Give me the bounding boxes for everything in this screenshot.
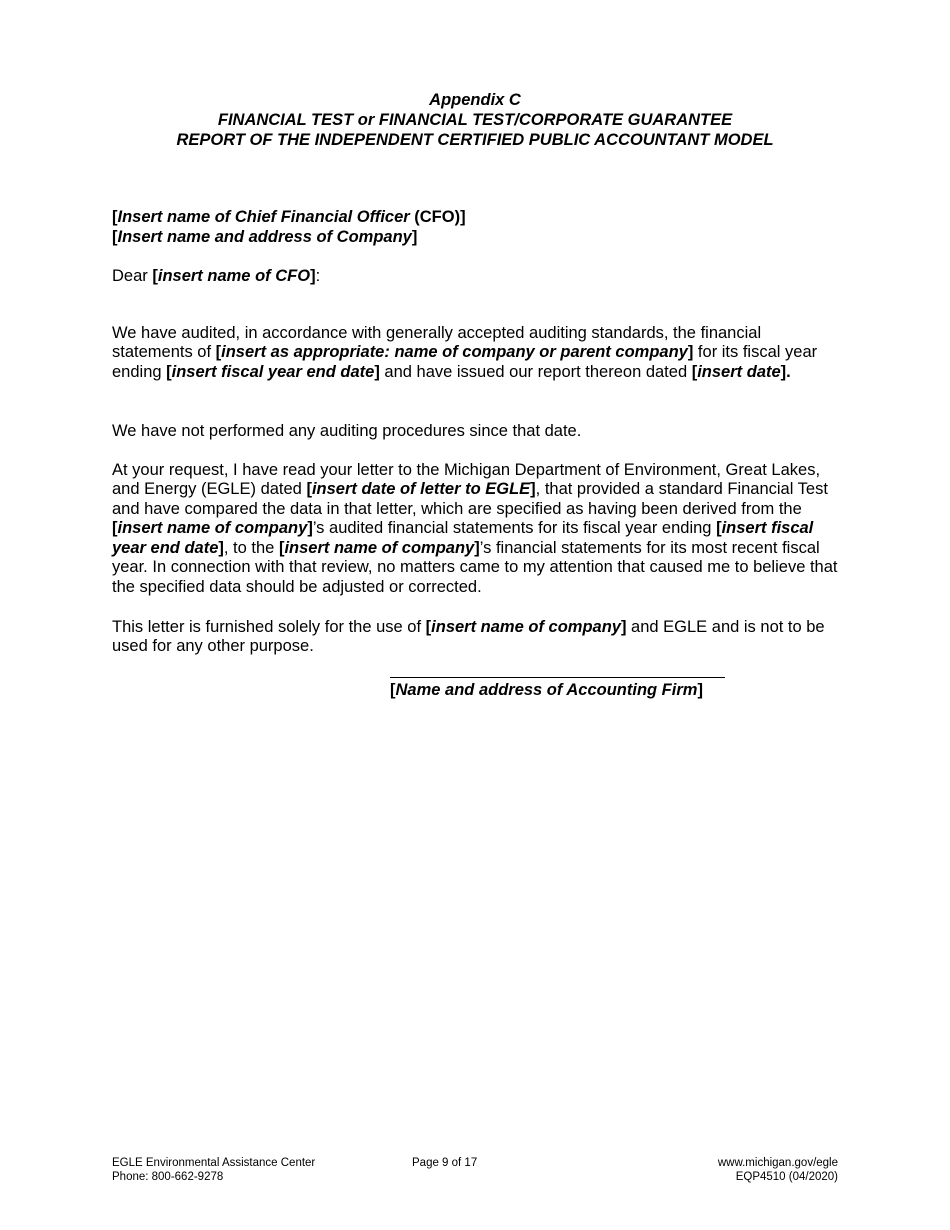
bracket: ] — [310, 267, 316, 285]
footer-page-number — [412, 1156, 477, 1170]
bracket: [ — [278, 538, 285, 557]
footer-organization: EGLE Environmental Assistance Center — [112, 1157, 316, 1169]
bracket: [ — [112, 227, 118, 246]
bracket: ] — [374, 362, 380, 381]
paragraph-text: ’s audited financial statements for its fiscal year ending — [312, 519, 717, 538]
appendix-title: Appendix C — [429, 91, 521, 109]
signature-block — [390, 677, 725, 700]
footer-reference — [718, 1156, 838, 1184]
form-number: EQP4510 (04/2020) — [735, 1171, 838, 1183]
bracket: ] — [474, 538, 480, 557]
placeholder-accounting-firm: Name and address of Accounting Firm — [395, 681, 698, 699]
paragraph-text: ’s financial statements for its most recent fiscal year. In connection with that review, no matters came to my attention that caused me to believe that the specified data should be adjusted or corrected. — [112, 538, 838, 597]
paragraph-text: This letter is furnished solely for the use of — [112, 617, 426, 636]
bracket: ] — [218, 538, 224, 557]
paragraph-text: , to the — [223, 538, 279, 557]
salutation-colon: : — [315, 267, 321, 285]
bracket: [ — [716, 519, 722, 538]
bracket: [ — [691, 362, 698, 381]
placeholder-company-address: Insert name and address of Company — [117, 227, 412, 246]
signature-label — [390, 680, 725, 700]
bracket: [ — [112, 208, 118, 226]
footer-website: www.michigan.gov/egle — [717, 1157, 838, 1169]
bracket: [ — [306, 480, 312, 499]
paragraph-audit-statement — [112, 324, 842, 383]
paragraph-no-procedures: We have not performed any auditing procedures since that date. — [112, 421, 582, 440]
document-subtitle: REPORT OF THE INDEPENDENT CERTIFIED PUBLIC ACCOUNTANT MODEL — [176, 131, 774, 149]
document-header — [0, 90, 950, 150]
bracket: [ — [152, 267, 158, 285]
bracket: [ — [112, 519, 118, 538]
bracket: ] — [411, 227, 418, 246]
footer-contact — [112, 1156, 315, 1184]
paragraph-use-restriction — [112, 618, 842, 657]
placeholder-company-name: insert name of company — [284, 538, 475, 557]
placeholder-cfo-name: insert name of CFO — [157, 267, 311, 285]
placeholder-letter-date: insert date of letter to EGLE — [311, 480, 531, 499]
salutation — [112, 267, 842, 287]
placeholder-fiscal-year-end: insert fiscal year end date — [171, 362, 375, 381]
addressee-block — [112, 208, 842, 247]
paragraph-text: for its fiscal year ending — [112, 343, 818, 381]
signature-line — [390, 677, 725, 678]
paragraph-text: At your request, I have read your letter to the Michigan Department of Environment, Great Lakes, and Energy (EGLE) dated — [112, 460, 821, 499]
placeholder-fiscal-year-end: insert fiscal year end date — [112, 519, 814, 557]
paragraph-text: and have issued our report thereon dated — [379, 362, 692, 381]
bracket: ] — [687, 343, 694, 362]
placeholder-company-name: insert as appropriate: name of company or parent company — [221, 343, 688, 362]
paragraph-text: We have audited, in accordance with generally accepted auditing standards, the financial statements of — [112, 323, 762, 362]
bracket: ] — [697, 681, 703, 699]
page-number: Page 9 of 17 — [412, 1157, 478, 1169]
paragraph-text: and EGLE and is not to be used for any other purpose. — [112, 617, 825, 656]
addressee-company-line — [112, 228, 842, 248]
paragraph-review — [112, 461, 842, 598]
addressee-cfo-line — [112, 208, 842, 228]
bracket: [ — [215, 343, 222, 362]
bracket: [ — [390, 681, 396, 699]
salutation-prefix: Dear — [112, 267, 153, 285]
document-title: FINANCIAL TEST or FINANCIAL TEST/CORPORATE GUARANTEE — [217, 111, 733, 129]
bracket: ] — [620, 617, 627, 636]
placeholder-report-date: insert date — [697, 362, 781, 381]
bracket: ]. — [780, 362, 791, 381]
paragraph-text: , that provided a standard Financial Test and have compared the data in that letter, which are specified as having been derived from the — [112, 480, 828, 518]
placeholder-company-name: insert name of company — [431, 617, 621, 636]
bracket: ] — [307, 519, 313, 538]
cfo-abbreviation: (CFO)] — [409, 208, 466, 226]
footer-phone: Phone: 800-662-9278 — [112, 1171, 224, 1183]
bracket: [ — [166, 362, 172, 381]
placeholder-cfo-name: Insert name of Chief Financial Officer — [117, 208, 410, 226]
bracket: ] — [530, 480, 536, 499]
placeholder-company-name: insert name of company — [117, 519, 308, 538]
bracket: [ — [425, 617, 432, 636]
